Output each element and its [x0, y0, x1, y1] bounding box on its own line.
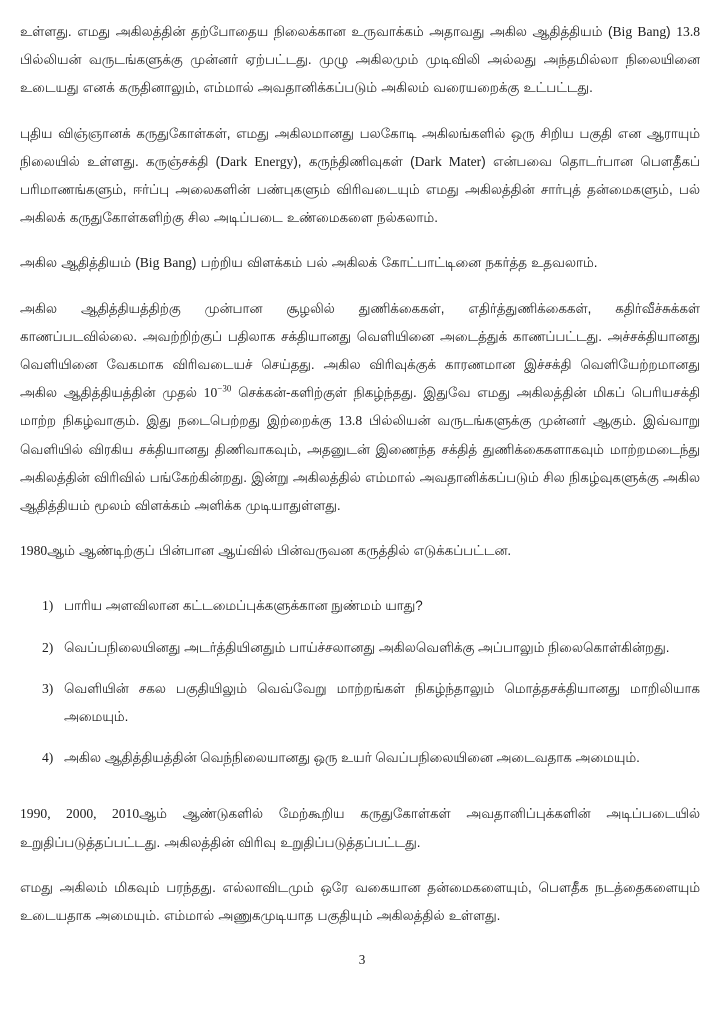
latin-term: Big Bang: [612, 24, 667, 39]
list-item: [20, 744, 700, 772]
numeric-value: 1980: [20, 543, 48, 559]
numeric-value: 1990, 2000, 2010: [20, 806, 140, 822]
list-item-text: அகில ஆதித்தியத்தின் வெந்நிலையானது ஒரு உயர் வெப்பநிலையினை அடைவதாக அமையும்.: [64, 750, 640, 766]
numeric-value: 13.8: [676, 24, 701, 39]
power-base: 10: [203, 385, 218, 401]
list-item-marker: 1): [42, 598, 54, 614]
paragraph: 1990, 2000, 2010ஆம் ஆண்டுகளில் மேற்கூறிய கருதுகோள்கள் அவதானிப்புக்களின் அடிப்படையில் உறுதிப்படுத்தப்பட்டது. அகிலத்தின் விரிவு உறுதிப்படுத்தப்பட்டது.: [20, 806, 701, 850]
list-item-marker: 3): [42, 680, 54, 696]
list-item-text: வெளியின் சகல பகுதியிலும் வெவ்வேறு மாற்றங்கள் நிகழ்ந்தாலும் மொத்தசக்தியானது மாறிலியாக அமையும்.: [64, 680, 700, 725]
paragraph-group-bottom: [20, 800, 700, 930]
numbered-list: [20, 592, 700, 772]
paragraph: எமது அகிலம் மிகவும் பரந்தது. எல்லாவிடமும் ஒரே வகையான தன்மைகளையும், பௌதீக நடத்தைகளையும் உடையதாக அமையும். எம்மால் அணுகமுடியாத பகுதியும் அகிலத்தில் உள்ளது.: [20, 879, 700, 924]
list-item-marker: 2): [42, 639, 54, 655]
list-item: [20, 675, 700, 731]
document-body: [20, 18, 700, 930]
paragraph: அகில ஆதித்தியம் (Big Bang) பற்றிய விளக்கம் பல் அகிலக் கோட்பாட்டினை நகர்த்த உதவலாம்.: [20, 255, 598, 271]
list-item-text: வெப்பநிலையினது அடர்த்தியினதும் பாய்ச்சலானது அகிலவெளிக்கு அப்பாலும் நிலைகொள்கின்றது.: [64, 639, 670, 655]
latin-term: Big Bang: [139, 255, 192, 271]
list-top-spacer: [20, 582, 700, 592]
list-item: [20, 634, 700, 662]
numeric-value: 13.8: [338, 413, 363, 429]
latin-term: Dark Mater: [414, 153, 482, 169]
paragraph: உள்ளது. எமது அகிலத்தின் தற்போதைய நிலைக்கான உருவாக்கம் அதாவது அகில ஆதித்தியம் (Big Bang) 13.8 பில்லியன் வருடங்களுக்கு முன்னர் ஏற்பட்டது. முழு அகிலமும் முடிவிலி அல்லது அந்தமில்லா நிலையினை உடையது எனக் கருதினாலும், எம்மால் அவதானிக்கப்படும் அகிலம் வரையறைக்கு உட்பட்டது.: [20, 24, 701, 96]
paragraph: புதிய விஞ்ஞானக் கருதுகோள்கள், எமது அகிலமானது பலகோடி அகிலங்களில் ஒரு சிறிய பகுதி என ஆராயும் நிலையில் உள்ளது. கருஞ்சக்தி (Dark Energy), கருந்திணிவுகள் (Dark Mater) என்பவை தொடர்பான பௌதீகப் பரிமாணங்களும், ஈர்ப்பு அலைகளின் பண்புகளும் விரிவடையும் எமது அகிலத்தின் சார்புத் தன்மைகளும், பல் அகிலக் கருதுகோள்களிற்கு சில அடிப்படை உண்மைகளை நல்கலாம்.: [20, 125, 700, 226]
list-bottom-spacer: [20, 778, 700, 800]
paragraph-group-top: [20, 18, 700, 565]
power-exponent: −30: [217, 383, 232, 394]
list-item: [20, 592, 700, 620]
paragraph: 1980ஆம் ஆண்டிற்குப் பின்பான ஆய்வில் பின்வருவன கருத்தில் எடுக்கப்பட்டன.: [20, 543, 512, 559]
list-item-marker: 4): [42, 750, 54, 766]
list-item-text: பாரிய அளவிலான கட்டமைப்புக்களுக்கான நுண்மம் யாது?: [64, 598, 423, 614]
paragraph: அகில ஆதித்தியத்திற்கு முன்பான சூழலில் துணிக்கைகள், எதிர்த்துணிக்கைகள், கதிர்வீச்சுக்கள் காணப்படவில்லை. அவற்றிற்குப் பதிலாக சக்தியானது வெளியினை அடைத்துக் காணப்பட்டது. அச்சக்தியானது வெளியினை வேகமாக விரிவடையச் செய்தது. அகில விரிவுக்குக் காரணமான இச்சக்தி வெளியேற்றமானது அகில ஆதித்தியத்தின் முதல் $10^{-30}$ செக்கன்-களிற்குள் நிகழ்ந்தது. இதுவே எமது அகிலத்தின் மிகப் பெரியசக்தி மாற்ற நிகழ்வாகும். இது நடைபெற்றது இற்றைக்கு 13.8 பில்லியன் வருடங்களுக்கு முன்னர் ஆகும். இவ்வாறு வெளியில் விரகிய சக்தியானது திணிவாகவும், அதனுடன் இணைந்த சக்தித் துணிக்கைகளாகவும் மாற்றமடைந்து அகிலத்தின் விரிவில் பங்கேற்கின்றது. இன்று அகிலத்தில் எம்மால் அவதானிக்கப்படும் சில நிகழ்வுகளுக்கு அகில ஆதித்தியம் மூலம் விளக்கம் அளிக்க முடியாதுள்ளது.: [20, 300, 700, 514]
latin-term: Dark Energy: [220, 153, 294, 169]
page-number: 3: [358, 952, 366, 967]
